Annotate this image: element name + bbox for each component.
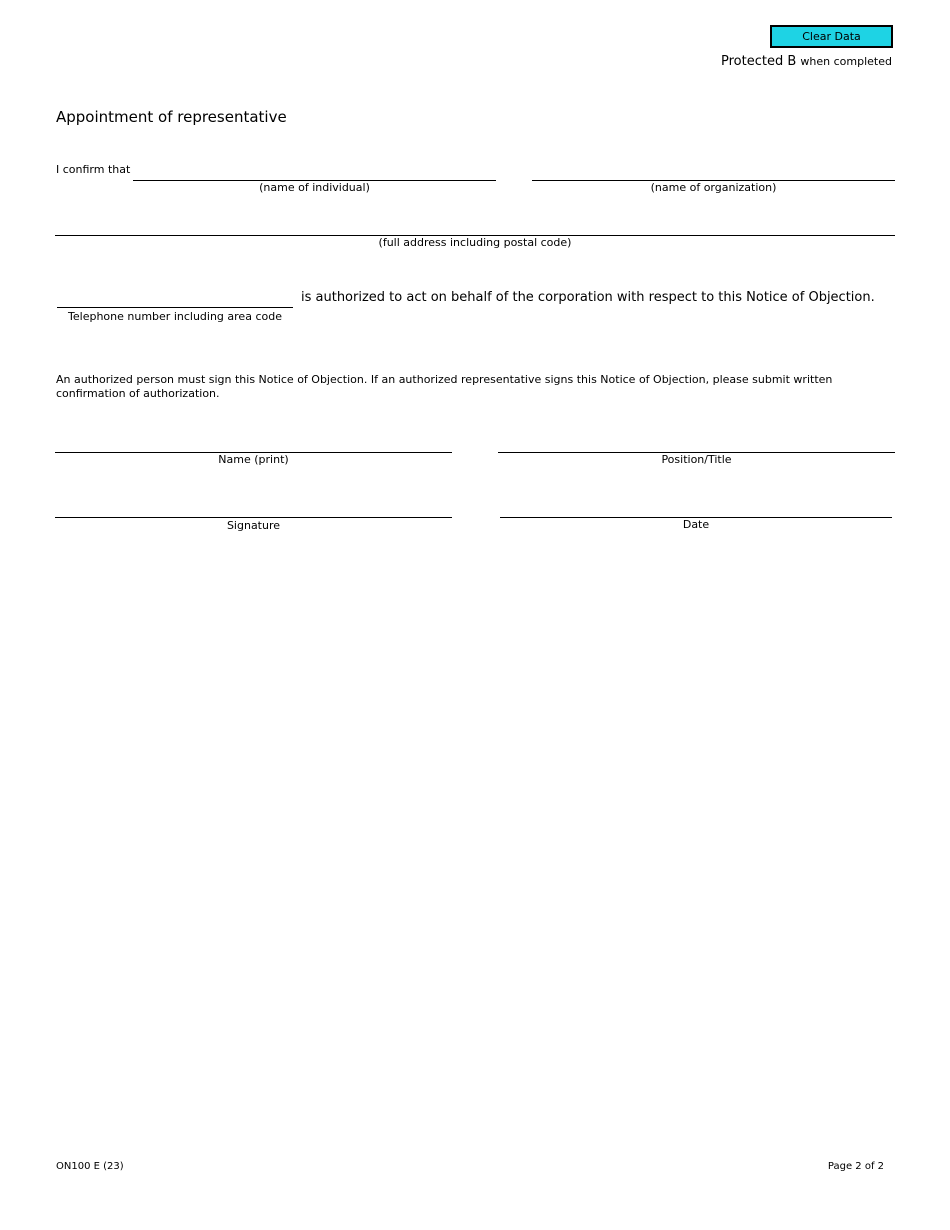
individual-name-caption: (name of individual) <box>259 181 370 194</box>
individual-name-input[interactable] <box>133 165 496 181</box>
page-number: Page 2 of 2 <box>827 1161 884 1172</box>
telephone-input[interactable] <box>57 292 293 308</box>
form-code: ON100 E (23) <box>56 1161 124 1172</box>
position-title-caption: Position/Title <box>661 453 732 466</box>
telephone-caption: Telephone number including area code <box>68 310 282 323</box>
position-title-input[interactable] <box>498 437 895 453</box>
organization-name-caption: (name of organization) <box>650 181 777 194</box>
date-input[interactable] <box>500 502 892 518</box>
protected-suffix: when completed <box>800 55 892 68</box>
clear-data-button[interactable]: Clear Data <box>770 25 893 48</box>
name-print-input[interactable] <box>55 437 452 453</box>
section-title: Appointment of representative <box>56 108 287 126</box>
signature-input[interactable] <box>55 502 452 518</box>
authorization-notice: An authorized person must sign this Notice of Objection. If an authorized representative signs this Notice of Objection, please submit written confirmation of authorization. <box>56 373 833 400</box>
name-print-caption: Name (print) <box>218 453 289 466</box>
signature-caption: Signature <box>226 519 281 532</box>
date-caption: Date <box>682 518 710 531</box>
protected-b-label <box>721 54 892 69</box>
protected-main: Protected B <box>721 54 797 69</box>
confirm-prefix: I confirm that <box>56 163 131 176</box>
full-address-caption: (full address including postal code) <box>378 236 572 249</box>
authorized-statement: is authorized to act on behalf of the corporation with respect to this Notice of Objection. <box>301 290 875 305</box>
organization-name-input[interactable] <box>532 165 895 181</box>
full-address-input[interactable] <box>55 220 895 236</box>
